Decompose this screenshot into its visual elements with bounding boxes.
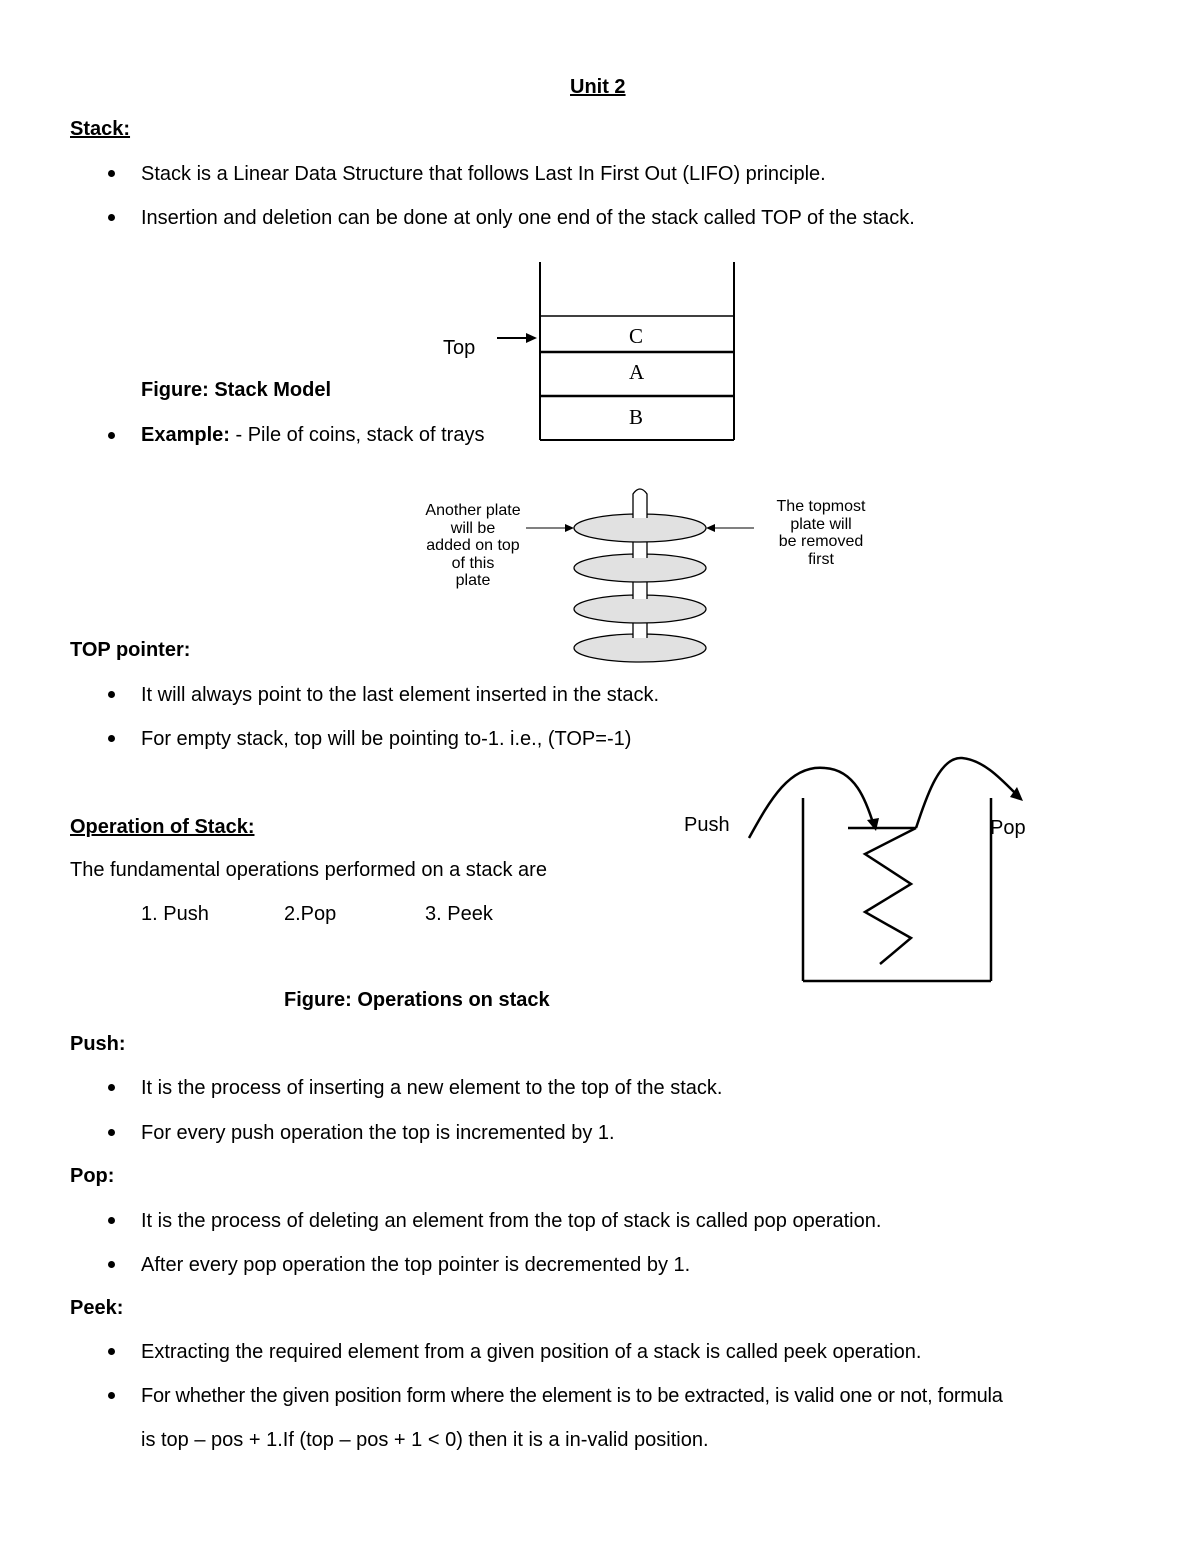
bullet-dot [108, 691, 115, 698]
pop-bullet-2: After every pop operation the top pointer is decremented by 1. [141, 1254, 691, 1276]
right-plate-arrow-head [706, 524, 715, 532]
operations-intro: The fundamental operations performed on a stack are [70, 859, 547, 881]
left-plate-arrow-head [565, 524, 574, 532]
bullet-dot [108, 1129, 115, 1136]
bullet-dot [108, 1217, 115, 1224]
example-text: - Pile of coins, stack of trays [229, 424, 485, 446]
stack-model-caption: Figure: Stack Model [141, 379, 332, 401]
plate [574, 554, 706, 582]
page-title: Unit 2 [570, 76, 626, 98]
bullet-dot [108, 1392, 115, 1399]
operations-heading: Operation of Stack: [70, 816, 255, 838]
plates-figure [520, 482, 770, 670]
pop-bullet-1: It is the process of deleting an element from the top of stack is called pop operation. [141, 1210, 882, 1232]
example-line [141, 423, 484, 447]
bullet-dot [108, 432, 115, 439]
top-pointer-bullet-1: It will always point to the last element inserted in the stack. [141, 684, 660, 706]
stack-bullet-1: Stack is a Linear Data Structure that follows Last In First Out (LIFO) principle. [141, 163, 826, 185]
plate-label-line: be removed [778, 533, 864, 550]
peek-bullet-2-continued: is top – pos + 1.If (top – pos + 1 < 0) then it is a in-valid position. [141, 1429, 709, 1451]
push-bullet-2: For every push operation the top is incremented by 1. [141, 1122, 615, 1144]
another-plate-label [395, 502, 551, 590]
bullet-dot [108, 1084, 115, 1091]
stack-cell-a: A [629, 360, 645, 384]
stack-cell-c: C [629, 324, 644, 348]
top-label: Top [443, 337, 476, 359]
peek-bullet-1: Extracting the required element from a given position of a stack is called peek operation. [141, 1341, 922, 1363]
plate-label-line: will be [450, 519, 496, 537]
plate-label-line: plate will [790, 515, 852, 533]
plate [574, 514, 706, 542]
top-pointer-heading: TOP pointer: [70, 639, 191, 661]
plate [574, 634, 706, 662]
operation-item-peek: 3. Peek [425, 903, 493, 925]
stack-bullet-2: Insertion and deletion can be done at only one end of the stack called TOP of the stack. [141, 207, 915, 229]
spring [865, 828, 916, 964]
operation-item-push: 1. Push [141, 903, 209, 925]
top-pointer-bullet-2: For empty stack, top will be pointing to-1. i.e., (TOP=-1) [141, 728, 632, 750]
push-figure-label: Push [684, 814, 730, 836]
plate-handle [633, 489, 647, 518]
push-bullet-1: It is the process of inserting a new element to the top of the stack. [141, 1077, 723, 1099]
bullet-dot [108, 214, 115, 221]
bullet-dot [108, 170, 115, 177]
peek-heading: Peek: [70, 1297, 124, 1319]
operations-caption: Figure: Operations on stack [284, 989, 550, 1011]
stack-heading: Stack: [70, 118, 131, 140]
operations-figure [730, 750, 1050, 990]
plate-label-line: The topmost [776, 498, 866, 515]
bullet-dot [108, 735, 115, 742]
plate [574, 595, 706, 623]
stack-cell-b: B [629, 405, 644, 429]
plate-label-line: first [808, 550, 834, 568]
top-arrow-head [526, 333, 537, 343]
pop-figure-label: Pop [990, 817, 1026, 839]
plate-label-line: added on top [426, 537, 520, 554]
example-label: Example: [141, 424, 230, 446]
bullet-dot [108, 1348, 115, 1355]
bullet-dot [108, 1261, 115, 1268]
pop-heading: Pop: [70, 1165, 115, 1187]
plate-label-line: plate [455, 572, 491, 589]
peek-bullet-2: For whether the given position form where the element is to be extracted, is valid one or not, formula [141, 1385, 1003, 1407]
plate-label-line: of this [451, 554, 495, 572]
operation-item-pop: 2.Pop [284, 903, 337, 925]
plate-label-line: Another plate [425, 502, 521, 519]
push-heading: Push: [70, 1033, 126, 1055]
topmost-plate-label [748, 498, 894, 568]
